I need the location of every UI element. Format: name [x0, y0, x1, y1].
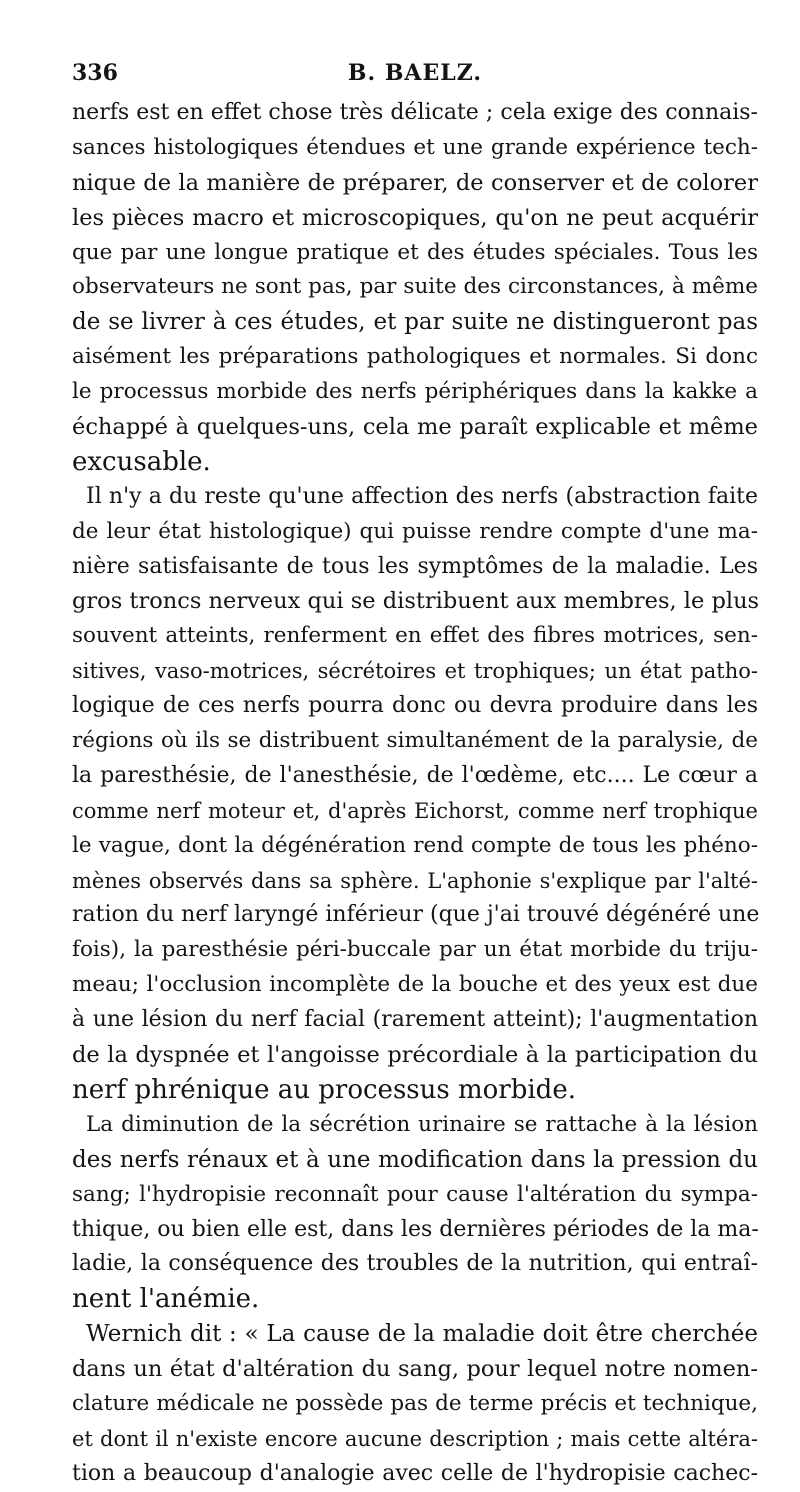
text-line: la paresthésie, de l'anesthésie, de l'œdème, etc.... Le cœur a [72, 762, 758, 788]
text-line: nerf phrénique au processus morbide. [72, 1074, 576, 1105]
text-line: mènes observés dans sa sphère. L'aphonie s'explique par l'alté- [72, 868, 758, 893]
text-line: souvent atteints, renferment en effet des fibres motrices, sen- [72, 623, 758, 649]
text-line: le vague, dont la dégénération rend compte de tous les phéno- [72, 832, 758, 858]
running-head-author: B. BAELZ. [347, 60, 483, 86]
text-line: ladie, la conséquence des troubles de la nutrition, qui entraî- [72, 1251, 758, 1277]
text-line: comme nerf moteur et, d'après Eichorst, comme nerf trophique [72, 798, 758, 823]
text-line: échappé à quelques-uns, cela me paraît explicable et même [72, 414, 758, 441]
text-line: meau; l'occlusion incomplète de la bouche et des yeux est due [72, 972, 758, 998]
text-line: de la dyspnée et l'angoisse précordiale à la participation du [72, 1042, 758, 1069]
text-line: thique, ou bien elle est, dans les dernières périodes de la ma- [72, 1216, 759, 1242]
book-page [72, 58, 758, 1492]
text-line: sitives, vaso-motrices, sécrétoires et trophiques; un état patho- [72, 659, 758, 684]
text-line: gros troncs nerveux qui se distribuent aux membres, le plus [72, 588, 760, 615]
text-line: ration du nerf laryngé inférieur (que j'ai trouvé dégénéré une [72, 902, 760, 928]
text-line: de leur état histologique) qui puisse rendre compte d'une ma- [72, 518, 758, 544]
text-line: régions où ils se distribuent simultanément de la paralysie, de [72, 728, 758, 754]
text-line: à une lésion du nerf facial (rarement atteint); l'augmentation [72, 1007, 758, 1033]
running-head [72, 58, 758, 88]
text-line: nerfs est en effet chose très délicate ; cela exige des connais- [72, 100, 758, 125]
text-line: Wernich dit : « La cause de la maladie doit être cherchée [86, 1321, 758, 1348]
body-text [72, 96, 758, 1492]
text-line: La diminution de la sécrétion urinaire se rattache à la lésion [86, 1111, 758, 1137]
text-line: des nerfs rénaux et à une modification dans la pression du [72, 1146, 758, 1173]
text-line: sances histologiques étendues et une grande expérience tech- [72, 134, 758, 160]
text-line: clature médicale ne possède pas de terme précis et technique, [72, 1390, 758, 1416]
text-line: nière satisfaisante de tous les symptômes de la maladie. Les [72, 553, 758, 579]
text-line: de se livrer à ces études, et par suite ne distingueront pas [72, 309, 758, 336]
text-line: nique de la manière de préparer, de conserver et de colorer [72, 169, 758, 196]
text-line: aisément les préparations pathologiques et normales. Si donc [72, 344, 758, 370]
text-line: logique de ces nerfs pourra donc ou devra produire dans les [72, 693, 758, 719]
text-line: excusable. [72, 446, 211, 477]
text-line: et dont il n'existe encore aucune description ; mais cette altéra- [72, 1426, 758, 1451]
text-line: observateurs ne sont pas, par suite des circonstances, à même [72, 274, 758, 300]
text-line: Il n'y a du reste qu'une affection des nerfs (abstraction faite [86, 483, 758, 509]
text-line: sang; l'hydropisie reconnaît pour cause l'altération du sympa- [72, 1181, 758, 1207]
text-line: dans un état d'altération du sang, pour lequel notre nomen- [72, 1356, 758, 1383]
text-line: tion a beaucoup d'analogie avec celle de l'hydropisie cachec- [72, 1460, 758, 1486]
text-line: que par une longue pratique et des études spéciales. Tous les [72, 239, 758, 265]
page-number: 336 [72, 60, 118, 86]
text-line: nent l'anémie. [72, 1284, 260, 1315]
text-line: fois), la paresthésie péri-buccale par un état morbide du triju- [72, 937, 758, 963]
text-line: les pièces macro et microscopiques, qu'on ne peut acquérir [72, 204, 758, 231]
text-line: le processus morbide des nerfs périphériques dans la kakke a [72, 379, 758, 405]
